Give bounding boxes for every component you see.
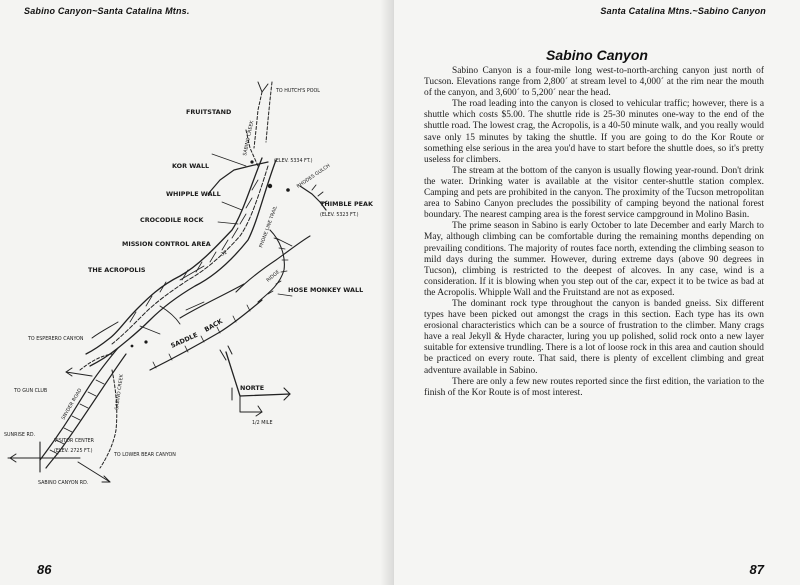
map-label-snyder-road: SNYDER ROAD	[61, 388, 84, 421]
map-label-elev-2725: (ELEV. 2725 FT.)	[54, 449, 93, 454]
article-paragraph: There are only a few new routes reported since the first edition, the variation to the finish of the Kor Route is of most interest.	[424, 376, 764, 398]
map-label-sabino-creek-lower: SABINO CREEK	[115, 374, 125, 411]
map-label-crocodile-rock: CROCODILE ROCK	[140, 216, 204, 224]
map-label-to-lower-bear-canyon: TO LOWER BEAR CANYON	[114, 453, 176, 458]
sabino-canyon-map	[0, 70, 380, 510]
right-page	[394, 0, 800, 585]
map-label-road-number: 32	[220, 250, 229, 258]
article-paragraph: The prime season in Sabino is early October to late December and early March to May, although climbing can be comfortable during the remaining months depending on prevailing conditions. The majority of routes face north, extending the climbing season to mild days during the summer. However, during extreme days (above 90 degrees in Tucson), climbing is restricted to the deepest of alcoves. In any case, wind is a consideration. If it is blowing when you step out of the car, expect it to be twice as bad at the Acropolis. Whipple Wall and the Fruitstand are not as exposed.	[424, 221, 764, 298]
right-running-head: Santa Catalina Mtns.~Sabino Canyon	[600, 6, 766, 16]
left-page	[0, 0, 394, 585]
map-label-phone-line-trail: PHONE LINE TRAIL	[259, 205, 279, 249]
map-label-sabino-canyon-rd: SABINO CANYON RD.	[38, 481, 89, 486]
map-label-hose-monkey-wall: HOSE MONKEY WALL	[288, 286, 364, 294]
map-label-thimble-peak: THIMBLE PEAK	[320, 200, 373, 208]
right-page-number: 87	[749, 562, 764, 577]
article-title: Sabino Canyon	[546, 47, 648, 63]
map-label-fruitstand: FRUITSTAND	[186, 108, 232, 116]
map-label-back: BACK	[203, 317, 224, 334]
map-label-saddle: SADDLE	[169, 330, 199, 350]
map-label-whipple-wall: WHIPPLE WALL	[166, 190, 221, 198]
map-label-elev-5334: (ELEV. 5334 FT.)	[274, 159, 313, 164]
map-label-elev-5323: (ELEV. 5323 FT.)	[320, 213, 359, 218]
article-paragraph: The dominant rock type throughout the canyon is banded gneiss. Six different types have been picked out amongst the crags in this section. Each type has its own erosional characteristics which can be a source of frustration to the climber. Many crags have a real Jekyll & Hyde character, luring you up polished, solid rock onto a new layer suitable for extensive trundling. There is a lot of loose rock in this area and caution should be practiced on every route. That said, there is plenty of excellent climbing and great adventure available in Sabino.	[424, 298, 764, 376]
map-label-sabino-creek-upper: SABINO CREEK	[243, 120, 256, 157]
map-label-rhodes-gulch: RHODES GULCH	[296, 163, 332, 190]
left-page-number: 86	[37, 562, 52, 577]
map-label-kor-wall: KOR WALL	[172, 162, 210, 170]
map-label-visitor-center: VISITOR CENTER	[54, 439, 94, 444]
map-label-the-acropolis: THE ACROPOLIS	[88, 266, 146, 274]
map-label-to-hutchs-pool: TO HUTCH'S POOL	[276, 89, 320, 94]
map-label-ridge: RIDGE	[266, 269, 281, 284]
article-paragraph: The road leading into the canyon is closed to vehicular traffic; however, there is a shuttle which costs $5.00. The shuttle ride is 25-30 minutes one-way to the end of the shuttle road. The lowest crag, the Acropolis, is a 40-50 minute walk, and you really would save only 15 minutes by taking the shuttle. If you are going to do the Kor Route or something else serious in the area you'd have to start before the shuttle does, so it's pretty useless for climbers.	[424, 99, 764, 165]
left-running-head: Sabino Canyon~Santa Catalina Mtns.	[24, 6, 190, 16]
map-label-mission-control-area: MISSION CONTROL AREA	[122, 240, 211, 248]
map-label-sunrise-rd: SUNRISE RD.	[4, 433, 36, 438]
article-body	[424, 66, 764, 399]
map-label-to-esperero-canyon: TO ESPERERO CANYON	[28, 337, 84, 342]
map-label-to-gun-club: TO GUN CLUB	[14, 389, 48, 394]
article-paragraph: Sabino Canyon is a four-mile long west-to-north-arching canyon just north of Tucson. Elevations range from 2,800´ at stream level to 4,000´ at the rim near the mouth of the canyon, and 3,600´ to 5,200´ near the head.	[424, 66, 764, 99]
article-paragraph: The stream at the bottom of the canyon is usually flowing year-round. Don't drink the water. Drinking water is available at the visitor center-shuttle station complex. Camping and pets are prohibited in the canyon. The proximity of the Tucson metropolitan area to Sabino Canyon precludes the possibility of camping beyond the national forest boundary. The nearest camping area is the forest service campground in Molino Basin.	[424, 165, 764, 221]
map-label-norte: NORTE	[240, 384, 265, 392]
map-label-scale: 1/2 MILE	[252, 421, 273, 426]
